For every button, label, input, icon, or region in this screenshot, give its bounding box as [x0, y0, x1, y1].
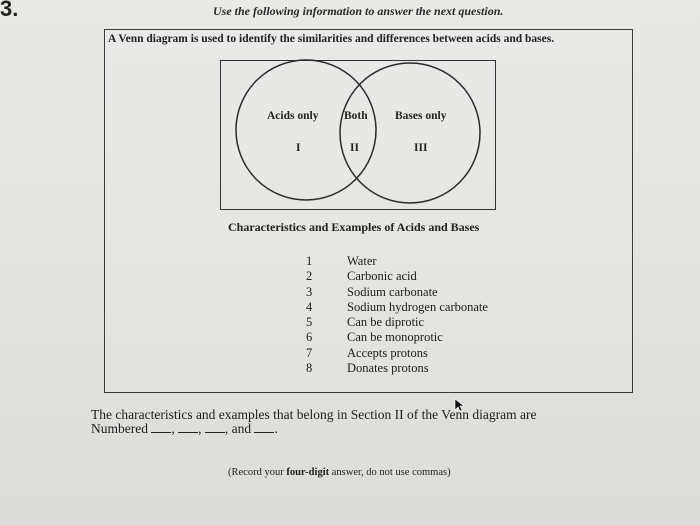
item-text: Donates protons — [347, 361, 429, 376]
list-item — [298, 346, 558, 361]
list-item — [298, 300, 558, 315]
item-text: Carbonic acid — [347, 269, 417, 284]
item-number: 4 — [306, 299, 313, 314]
section-numeral-3: III — [414, 142, 428, 154]
list-item — [298, 330, 558, 345]
question-number: 3. — [0, 0, 19, 21]
characteristics-list — [298, 254, 558, 376]
item-number: 2 — [306, 269, 313, 284]
list-item — [298, 361, 558, 376]
venn-label-both: Both — [344, 110, 368, 122]
list-item — [298, 285, 558, 300]
answer-blank-4[interactable] — [254, 422, 274, 433]
table-caption: Characteristics and Examples of Acids and Bases — [228, 220, 480, 234]
record-bold: four-digit — [286, 467, 330, 478]
list-item — [298, 269, 558, 284]
answer-blank-3[interactable] — [205, 422, 225, 433]
venn-label-acids-only: Acids only — [267, 110, 319, 122]
item-number: 8 — [306, 361, 313, 376]
intro-text: A Venn diagram is used to identify the similarities and differences between acids and bases. — [108, 33, 555, 45]
venn-label-bases-only: Bases only — [395, 110, 447, 122]
item-number: 1 — [306, 254, 313, 268]
record-suffix: answer, do not use commas) — [329, 467, 451, 478]
item-number: 6 — [306, 330, 313, 345]
acids-circle — [236, 60, 376, 200]
numbered-label: Numbered — [91, 421, 148, 436]
item-number: 3 — [306, 284, 313, 299]
and-label: and — [231, 421, 252, 436]
answer-blank-1[interactable] — [151, 422, 171, 433]
item-number: 7 — [306, 345, 313, 360]
instruction-text: Use the following information to answer the next question. — [213, 4, 504, 18]
bases-circle — [340, 63, 480, 203]
item-text: Water — [347, 254, 377, 268]
section-numeral-2: II — [350, 142, 359, 154]
item-text: Can be diprotic — [347, 315, 425, 330]
item-text: Sodium hydrogen carbonate — [347, 299, 488, 314]
record-instruction — [228, 467, 451, 478]
item-text: Accepts protons — [347, 345, 428, 360]
list-item — [298, 315, 558, 330]
record-prefix: (Record your — [228, 467, 287, 478]
question-line: The characteristics and examples that belong in Section II of the Venn diagram are — [91, 407, 537, 422]
item-text: Sodium carbonate — [347, 284, 438, 299]
section-numeral-1: I — [296, 142, 301, 154]
item-number: 5 — [306, 315, 313, 330]
question-prompt: The characteristics and examples that belong in Section II of the Venn diagram are Numbered , , , and . — [91, 407, 537, 436]
item-text: Can be monoprotic — [347, 330, 443, 345]
list-item — [298, 254, 558, 269]
answer-blank-2[interactable] — [178, 422, 198, 433]
